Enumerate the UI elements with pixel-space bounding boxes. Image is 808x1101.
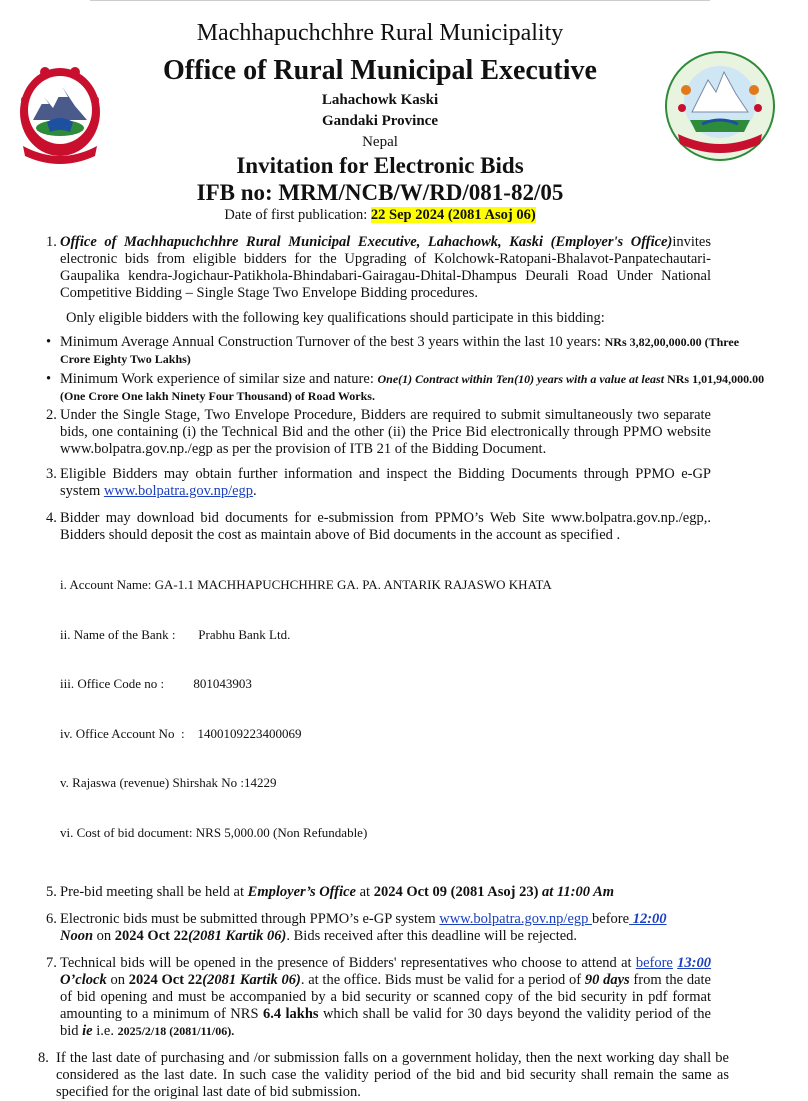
eligible-note: Only eligible bidders with the following key qualifications should participate in this bidding:	[66, 310, 605, 326]
on: on	[106, 972, 129, 988]
office-name: Office of Rural Municipal Executive	[163, 55, 597, 86]
item-8	[38, 1050, 729, 1101]
revenue-head: v. Rajaswa (revenue) Shirshak No :14229	[60, 775, 277, 790]
validity-end-date: 2025/2/18 (2081/11/06).	[117, 1024, 235, 1038]
account-details	[46, 544, 711, 874]
employer-office: Office of Machhapuchchhre Rural Municipal Executive, Lahachowk, Kaski (Employer's Office)	[60, 234, 673, 250]
publication-date: 22 Sep 2024 (2081 Asoj 06)	[370, 207, 536, 223]
security-amount: 6.4 lakhs	[262, 1006, 319, 1022]
item-7-text: Technical bids will be opened in the presence of Bidders' representatives who choose to attend at	[60, 955, 636, 971]
address-line-1: Lahachowk Kaski	[321, 92, 439, 108]
qualification-experience	[2, 371, 769, 405]
notice-body	[38, 232, 765, 1101]
prebid-time: at 11:00 Am	[538, 884, 615, 900]
egp-link[interactable]: www.bolpatra.gov.np/egp	[439, 911, 593, 927]
item-2	[46, 407, 711, 458]
item-number: 1.	[46, 234, 57, 250]
item-number: 3.	[46, 466, 57, 482]
before-link[interactable]: before	[635, 955, 673, 971]
item-7	[46, 955, 711, 1040]
prebid-place: Employer’s Office	[247, 884, 356, 900]
item-8-text: If the last date of purchasing and /or submission falls on a government holiday, then the next working day shall be considered as the last date. In such case the validity period of the bid and bid security shall remain the same as specified for the original last date of bid submission.	[56, 1050, 729, 1100]
item-number: 4.	[46, 510, 57, 526]
experience-italic: One(1) Contract within Ten(10) years with a value at least	[377, 372, 665, 386]
item-number: 2.	[46, 407, 57, 423]
turnover-text: Minimum Average Annual Construction Turnover of the best 3 years within the last 10 years:	[60, 334, 605, 350]
item-number: 5.	[46, 884, 57, 900]
item-3	[46, 466, 711, 500]
ie: i.e.	[92, 1023, 118, 1039]
oclock: O’clock	[60, 972, 107, 988]
item-3-text: Eligible Bidders may obtain further information and inspect the Bidding Documents through PPMO e-GP system	[60, 466, 711, 499]
item-7-tail: which shall be valid for 30 days beyond the validity period of the bid	[60, 1006, 711, 1039]
item-7-mid: . at the office. Bids must be valid for a period of	[300, 972, 585, 988]
bullet-icon: •	[46, 371, 52, 387]
punct: .	[253, 483, 257, 499]
item-number: 6.	[46, 911, 57, 927]
opening-time-link[interactable]: 13:00	[677, 955, 712, 971]
account-name: i. Account Name: GA-1.1 MACHHAPUCHCHHRE GA. PA. ANTARIK RAJASWO KHATA	[60, 577, 552, 592]
submission-nepali-date: (2081 Kartik 06)	[188, 928, 287, 944]
item-4-text: Bidder may download bid documents for e-submission from PPMO’s Web Site www.bolpatra.gov.np./egp,. Bidders should deposit the cost as maintain above of Bid documents in the account as specified .	[60, 510, 711, 543]
turnover-value: NRs 3,82,00,000.00 (Three Crore Eighty Two Lakhs)	[60, 335, 740, 366]
opening-nepali-date: (2081 Kartik 06)	[202, 972, 301, 988]
item-1-text: invites electronic bids from eligible bidders for the Upgrading of Kolchowk-Ratopani-Bhalavot-Panpatechautari-Gaupalika kendra-Jogichaur-Patikhola-Bhindabari-Gairagau-Dhital-Dhampus Deurali Road Under National Competitive Bidding – Single Stage Two Envelope Bidding procedures.	[60, 234, 711, 301]
item-5	[46, 884, 711, 901]
item-4	[46, 510, 711, 544]
submission-date: 2024 Oct 22	[114, 928, 189, 944]
bid-document-cost: vi. Cost of bid document: NRS 5,000.00 (Non Refundable)	[60, 824, 368, 840]
ie-italic: ie	[82, 1023, 93, 1039]
item-6-after: . Bids received after this deadline will be rejected.	[286, 928, 578, 944]
item-2-text: Under the Single Stage, Two Envelope Procedure, Bidders are required to submit simultaneously two separate bids, one containing (i) the Technical Bid and the other (ii) the Price Bid electronically through PPMO website www.bolpatra.gov.np./egp as per the provision of ITB 21 of the Bidding Document.	[60, 407, 711, 457]
egp-link[interactable]: www.bolpatra.gov.np/egp	[103, 483, 254, 499]
item-7-rest: from the date of bid opening and must be accompanied by a bid security or scanned copy of the bid security in pdf format amounting to a minimum of NRS	[60, 972, 711, 1022]
item-6-text: Electronic bids must be submitted through PPMO’s e-GP system	[60, 911, 440, 927]
on: on	[93, 928, 115, 944]
item-number: 7.	[46, 955, 57, 971]
prebid-at: at	[355, 884, 374, 900]
experience-value: NRs 1,01,94,000.00 (One Crore One lakh Ninety Four Thousand) of Road Works.	[60, 372, 765, 403]
qualification-turnover	[2, 334, 769, 368]
prebid-date: 2024 Oct 09 (2081 Asoj 23)	[373, 884, 539, 900]
municipality-name: Machhapuchchhre Rural Municipality	[196, 20, 564, 46]
item-number: 8.	[38, 1050, 49, 1066]
noon: Noon	[60, 928, 94, 944]
validity-days: 90 days	[584, 972, 630, 988]
ifb-number: IFB no: MRM/NCB/W/RD/081-82/05	[196, 180, 564, 205]
publication-date-line	[0, 207, 760, 224]
office-account-no: iv. Office Account No : 1400109223400069	[60, 725, 302, 741]
address-line-2: Gandaki Province	[322, 113, 438, 129]
item-5-text: Pre-bid meeting shall be held at	[60, 884, 248, 900]
bank-name: ii. Name of the Bank : Prabhu Bank Ltd.	[60, 626, 291, 642]
opening-date: 2024 Oct 22	[128, 972, 203, 988]
before-text: before	[592, 911, 630, 927]
item-1	[46, 234, 711, 302]
country: Nepal	[362, 134, 398, 150]
item-6	[46, 911, 711, 945]
bullet-icon: •	[46, 334, 52, 350]
deadline-time-link[interactable]: 12:00	[629, 911, 667, 927]
top-rule	[90, 0, 710, 1]
notice-title: Invitation for Electronic Bids	[236, 153, 524, 178]
publication-date-label: Date of first publication:	[224, 207, 371, 223]
office-code: iii. Office Code no : 801043903	[60, 676, 252, 691]
experience-text: Minimum Work experience of similar size and nature:	[60, 371, 378, 387]
